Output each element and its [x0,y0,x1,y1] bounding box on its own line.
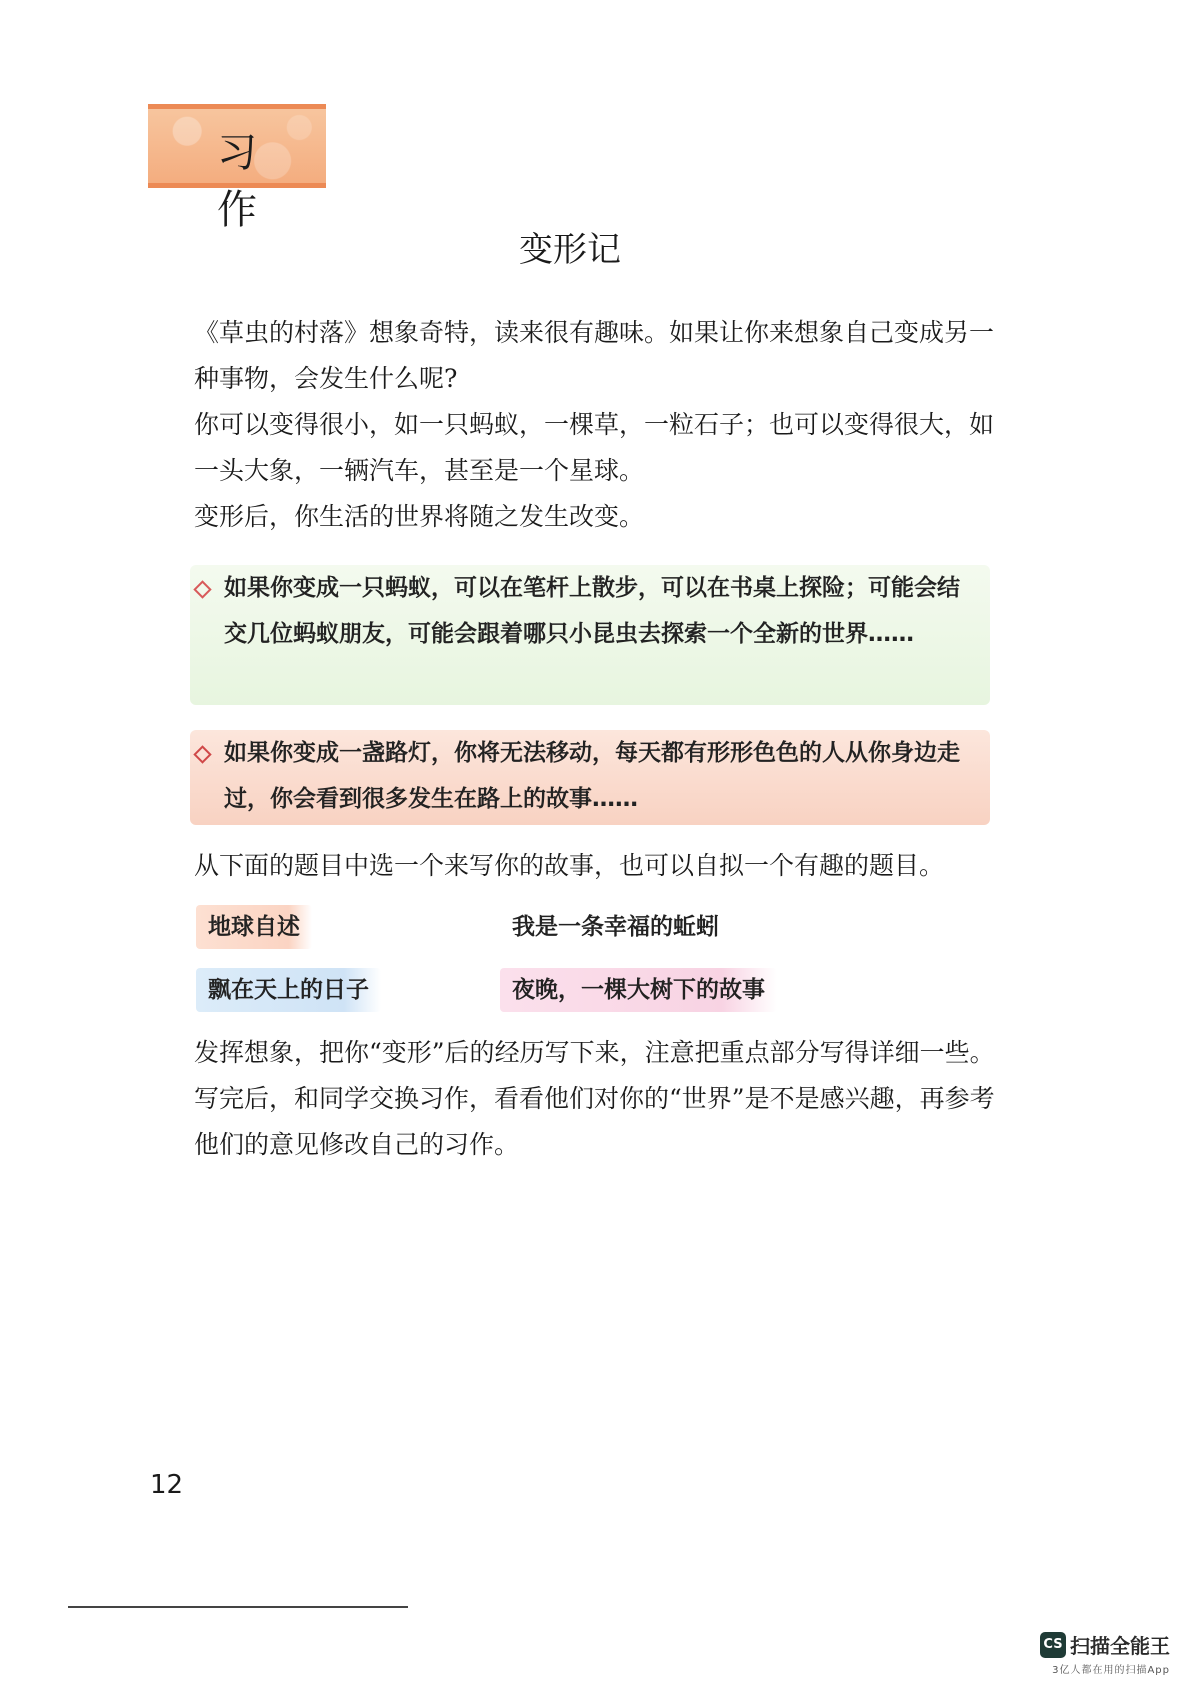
size-paragraph [146,402,996,494]
intro-text: 《草虫的村落》想象奇特，读来很有趣味。如果让你来想象自己变成另一种事物，会发生什么呢? [194,318,995,393]
change-text: 变形后，你生活的世界将随之发生改变。 [194,502,645,531]
section-banner [148,104,326,233]
diamond-bullet-icon [193,580,211,598]
choose-paragraph [146,843,996,889]
example-ant-text: 如果你变成一只蚂蚁，可以在笔杆上散步，可以在书桌上探险；可能会结交几位蚂蚁朋友，可能会跟着哪只小昆虫去探索一个全新的世界…… [224,575,960,647]
intro-paragraph [146,310,996,402]
page-divider [68,1606,408,1608]
example-streetlight-text: 如果你变成一盏路灯，你将无法移动，每天都有形形色色的人从你身边走过，你会看到很多发生在路上的故事…… [224,740,960,812]
scanner-logo-icon: CS [1040,1632,1066,1658]
example-box-streetlight [190,730,990,825]
instruction-paragraph [146,1030,996,1168]
page-title: 变形记 [519,230,621,270]
topic-tag: 夜晚，一棵大树下的故事 [500,968,777,1012]
watermark-subtitle: 3亿人都在用的扫描App [1052,1665,1170,1676]
watermark-name: 扫描全能王 [1070,1634,1170,1658]
banner-label: 习 作 [217,130,281,233]
diamond-bullet-icon [193,745,211,763]
size-text: 你可以变得很小，如一只蚂蚁，一棵草，一粒石子；也可以变得很大，如一头大象，一辆汽车，甚至是一个星球。 [194,410,995,485]
topic-tag: 我是一条幸福的蚯蚓 [512,914,719,940]
topic-tag: 地球自述 [196,905,312,949]
instruction-text: 发挥想象，把你“变形”后的经历写下来，注意把重点部分写得详细一些。写完后，和同学交换习作，看看他们对你的“世界”是不是感兴趣，再参考他们的意见修改自己的习作。 [194,1038,995,1159]
change-paragraph [146,494,996,540]
topic-tag: 飘在天上的日子 [196,968,381,1012]
page-number: 12 [150,1470,184,1500]
scanner-watermark [1020,1630,1170,1676]
choose-text: 从下面的题目中选一个来写你的故事，也可以自拟一个有趣的题目。 [194,851,945,880]
example-box-ant [190,565,990,705]
